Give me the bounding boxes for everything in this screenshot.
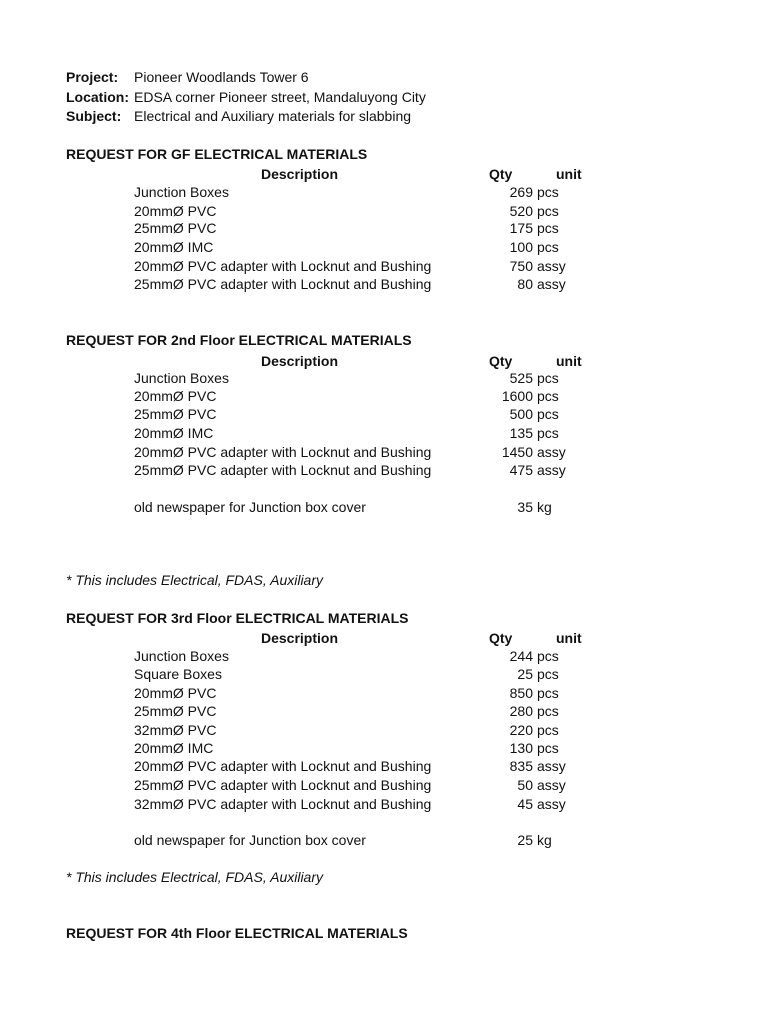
note-2nd-floor: * This includes Electrical, FDAS, Auxiliary [66, 572, 324, 588]
item-qty: 25 [517, 666, 533, 682]
col-header-description: Description [261, 630, 339, 646]
item-unit: pcs [537, 203, 559, 219]
item-desc: 25mmØ PVC adapter with Locknut and Bushing [134, 276, 432, 292]
item-unit: pcs [537, 220, 559, 236]
item-desc: 25mmØ PVC [134, 703, 217, 719]
item-desc: 20mmØ PVC adapter with Locknut and Bushing [134, 444, 432, 460]
item-unit: pcs [537, 740, 559, 756]
item-unit: pcs [537, 388, 559, 404]
extra-qty: 35 [517, 499, 533, 515]
col-header-unit: unit [556, 630, 582, 646]
item-qty: 50 [517, 777, 533, 793]
item-desc: Junction Boxes [134, 648, 229, 664]
item-unit: pcs [537, 666, 559, 682]
section-title-4th-floor: REQUEST FOR 4th Floor ELECTRICAL MATERIALS [66, 925, 408, 941]
item-qty: 500 [509, 406, 533, 422]
col-header-unit: unit [556, 166, 582, 182]
item-desc: 20mmØ IMC [134, 740, 214, 756]
item-qty: 750 [509, 258, 533, 274]
item-qty: 135 [509, 425, 533, 441]
item-qty: 220 [509, 722, 533, 738]
item-desc: 20mmØ PVC [134, 388, 217, 404]
extra-unit: kg [537, 499, 552, 515]
item-desc: 32mmØ PVC [134, 722, 217, 738]
item-qty: 80 [517, 276, 533, 292]
location-label: Location: [66, 89, 129, 105]
item-desc: 20mmØ PVC [134, 203, 217, 219]
item-desc: 25mmØ PVC [134, 406, 217, 422]
item-desc: 25mmØ PVC adapter with Locknut and Bushing [134, 777, 432, 793]
item-desc: 25mmØ PVC [134, 220, 217, 236]
extra-unit: kg [537, 832, 552, 848]
location-value: EDSA corner Pioneer street, Mandaluyong City [134, 89, 426, 105]
section-title-3rd-floor: REQUEST FOR 3rd Floor ELECTRICAL MATERIALS [66, 610, 409, 626]
extra-qty: 25 [517, 832, 533, 848]
col-header-description: Description [261, 353, 339, 369]
item-unit: assy [537, 258, 566, 274]
item-qty: 269 [509, 184, 533, 200]
item-desc: Junction Boxes [134, 370, 229, 386]
subject-value: Electrical and Auxiliary materials for slabbing [134, 108, 412, 124]
item-unit: assy [537, 462, 566, 478]
item-unit: assy [537, 777, 566, 793]
item-unit: pcs [537, 648, 559, 664]
item-qty: 175 [509, 220, 533, 236]
item-unit: pcs [537, 722, 559, 738]
item-qty: 244 [509, 648, 533, 664]
item-qty: 525 [509, 370, 533, 386]
item-unit: assy [537, 444, 566, 460]
item-desc: 20mmØ IMC [134, 239, 214, 255]
extra-desc: old newspaper for Junction box cover [134, 832, 366, 848]
section-title-2nd-floor: REQUEST FOR 2nd Floor ELECTRICAL MATERIALS [66, 332, 412, 348]
item-unit: pcs [537, 685, 559, 701]
extra-desc: old newspaper for Junction box cover [134, 499, 366, 515]
item-qty: 45 [517, 796, 533, 812]
item-qty: 520 [509, 203, 533, 219]
item-qty: 280 [509, 703, 533, 719]
project-value: Pioneer Woodlands Tower 6 [134, 69, 309, 85]
item-qty: 130 [509, 740, 533, 756]
item-qty: 475 [509, 462, 533, 478]
col-header-qty: Qty [489, 353, 513, 369]
item-qty: 1600 [501, 388, 533, 404]
item-desc: Junction Boxes [134, 184, 229, 200]
col-header-unit: unit [556, 353, 582, 369]
col-header-qty: Qty [489, 166, 513, 182]
item-desc: 32mmØ PVC adapter with Locknut and Bushing [134, 796, 432, 812]
item-unit: pcs [537, 425, 559, 441]
item-desc: 25mmØ PVC adapter with Locknut and Bushing [134, 462, 432, 478]
item-desc: Square Boxes [134, 666, 222, 682]
item-unit: assy [537, 758, 566, 774]
item-desc: 20mmØ IMC [134, 425, 214, 441]
item-unit: pcs [537, 184, 559, 200]
subject-label: Subject: [66, 108, 122, 124]
item-desc: 20mmØ PVC adapter with Locknut and Bushing [134, 258, 432, 274]
item-unit: assy [537, 276, 566, 292]
item-unit: assy [537, 796, 566, 812]
item-desc: 20mmØ PVC [134, 685, 217, 701]
section-title-gf: REQUEST FOR GF ELECTRICAL MATERIALS [66, 146, 368, 162]
item-unit: pcs [537, 239, 559, 255]
item-desc: 20mmØ PVC adapter with Locknut and Bushing [134, 758, 432, 774]
note-3rd-floor: * This includes Electrical, FDAS, Auxiliary [66, 869, 324, 885]
project-label: Project: [66, 69, 119, 85]
item-qty: 850 [509, 685, 533, 701]
col-header-qty: Qty [489, 630, 513, 646]
item-unit: pcs [537, 703, 559, 719]
item-qty: 1450 [501, 444, 533, 460]
item-unit: pcs [537, 406, 559, 422]
item-qty: 100 [509, 239, 533, 255]
item-unit: pcs [537, 370, 559, 386]
col-header-description: Description [261, 166, 339, 182]
item-qty: 835 [509, 758, 533, 774]
